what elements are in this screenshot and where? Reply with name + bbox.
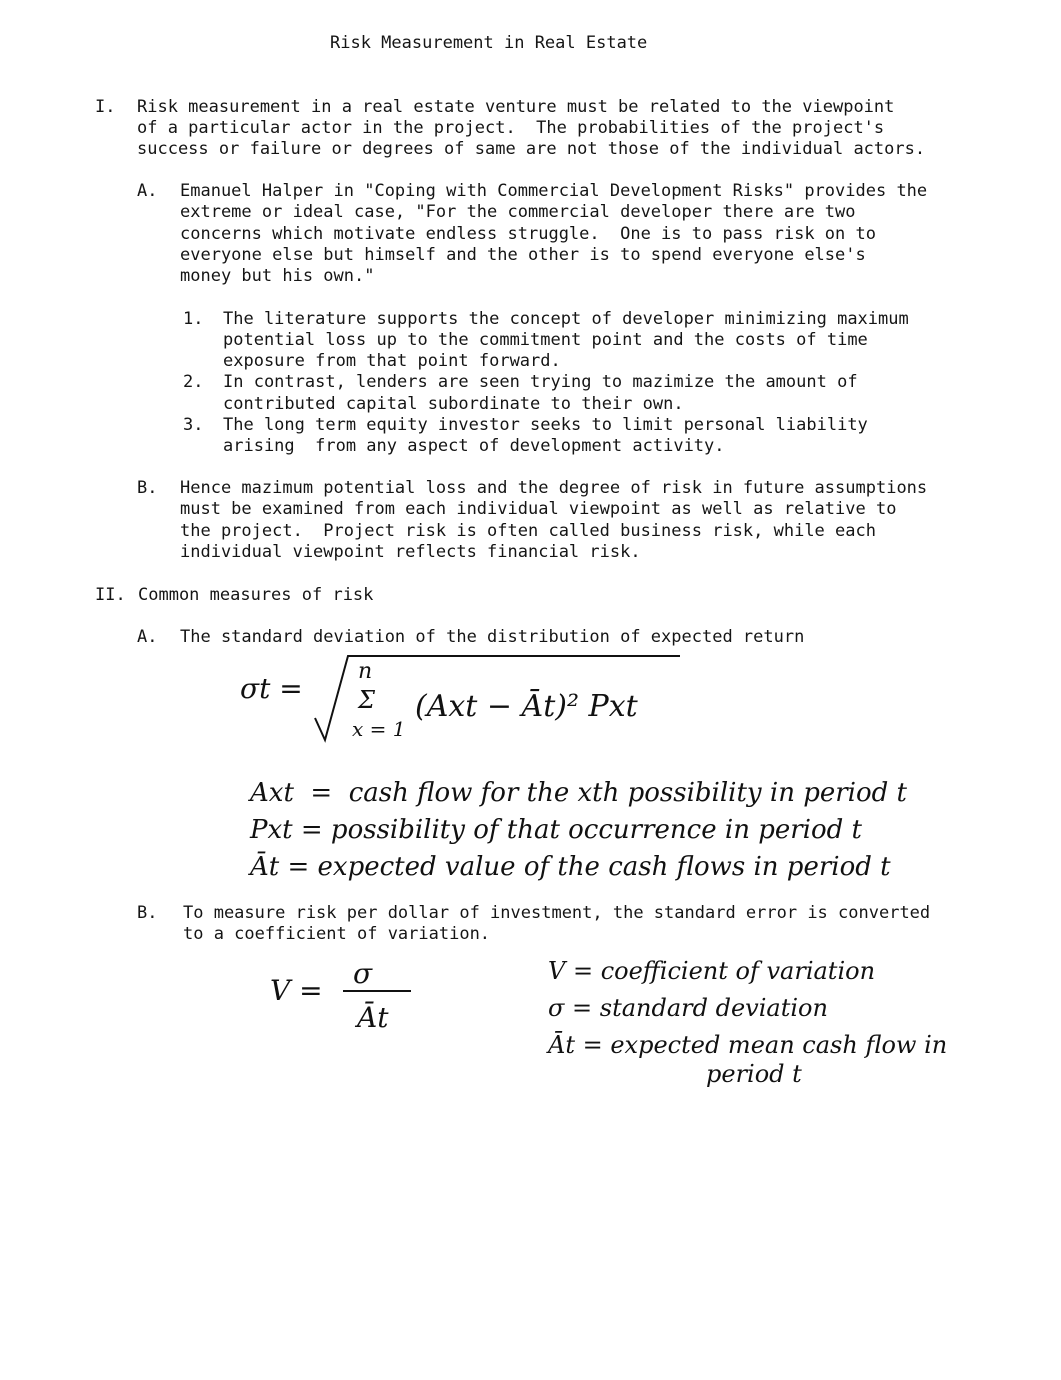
subsection-1a-marker: A.	[137, 181, 158, 201]
text-line: of a particular actor in the project. The probabilities of the project's	[137, 118, 885, 138]
definition-at-mean: Āt = expected mean cash flow in	[548, 1031, 948, 1059]
text-line: extreme or ideal case, "For the commercial developer there are two	[180, 202, 856, 222]
text-line: everyone else but himself and the other is to spend everyone else's	[180, 245, 866, 265]
definition-v: V = coefficient of variation	[548, 957, 876, 985]
coefficient-of-variation-formula	[265, 955, 425, 1045]
section-1-marker: I.	[95, 97, 116, 117]
text-line: Hence mazimum potential loss and the degree of risk in future assumptions	[180, 478, 928, 498]
formula-lhs: σt =	[240, 672, 303, 705]
text-line: The standard deviation of the distribution of expected return	[180, 627, 805, 647]
section-2-marker: II.	[95, 585, 126, 605]
text-line: In contrast, lenders are seen trying to mazimize the amount of	[223, 372, 858, 392]
subsection-1b-marker: B.	[137, 478, 158, 498]
formula-body: (Axt − Āt)² Pxt	[415, 689, 638, 724]
list-item-marker: 1.	[183, 309, 204, 329]
text-line: individual viewpoint reflects financial risk.	[180, 542, 641, 562]
definition-axt: Axt = cash flow for the xth possibility in period t	[250, 778, 907, 808]
subsection-2b-marker: B.	[137, 903, 158, 923]
list-item-marker: 2.	[183, 372, 204, 392]
definition-sigma: σ = standard deviation	[548, 994, 828, 1022]
text-line: the project. Project risk is often called business risk, while each	[180, 521, 876, 541]
subsection-2a-marker: A.	[137, 627, 158, 647]
sum-upper-limit: n	[358, 659, 373, 684]
text-line: exposure from that point forward.	[223, 351, 561, 371]
section-2-heading: Common measures of risk	[138, 585, 374, 605]
text-line: to a coefficient of variation.	[183, 924, 491, 944]
text-line: arising from any aspect of development activity.	[223, 436, 725, 456]
list-item-marker: 3.	[183, 415, 204, 435]
standard-deviation-formula	[230, 648, 700, 748]
text-line: The long term equity investor seeks to limit personal liability	[223, 415, 868, 435]
formula-numerator: σ	[353, 957, 373, 990]
text-line: potential loss up to the commitment point and the costs of time	[223, 330, 868, 350]
sum-lower-limit: x = 1	[352, 717, 406, 741]
text-line: concerns which motivate endless struggle. One is to pass risk on to	[180, 224, 876, 244]
text-line: money but his own."	[180, 266, 375, 286]
sigma-icon: Σ	[358, 686, 375, 714]
definition-at-mean-cont: period t	[706, 1060, 802, 1088]
text-line: must be examined from each individual viewpoint as well as relative to	[180, 499, 897, 519]
text-line: success or failure or degrees of same are not those of the individual actors.	[137, 139, 926, 159]
text-line: To measure risk per dollar of investment, the standard error is converted	[183, 903, 931, 923]
formula-lhs: V =	[270, 974, 323, 1007]
definition-at: Āt = expected value of the cash flows in period t	[250, 852, 891, 882]
page-title: Risk Measurement in Real Estate	[330, 33, 648, 53]
formula-denominator: Āt	[357, 1001, 389, 1034]
text-line: contributed capital subordinate to their own.	[223, 394, 684, 414]
text-line: Risk measurement in a real estate venture must be related to the viewpoint	[137, 97, 895, 117]
text-line: Emanuel Halper in "Coping with Commercial Development Risks" provides the	[180, 181, 928, 201]
definition-pxt: Pxt = possibility of that occurrence in period t	[250, 815, 862, 845]
text-line: The literature supports the concept of developer minimizing maximum	[223, 309, 909, 329]
